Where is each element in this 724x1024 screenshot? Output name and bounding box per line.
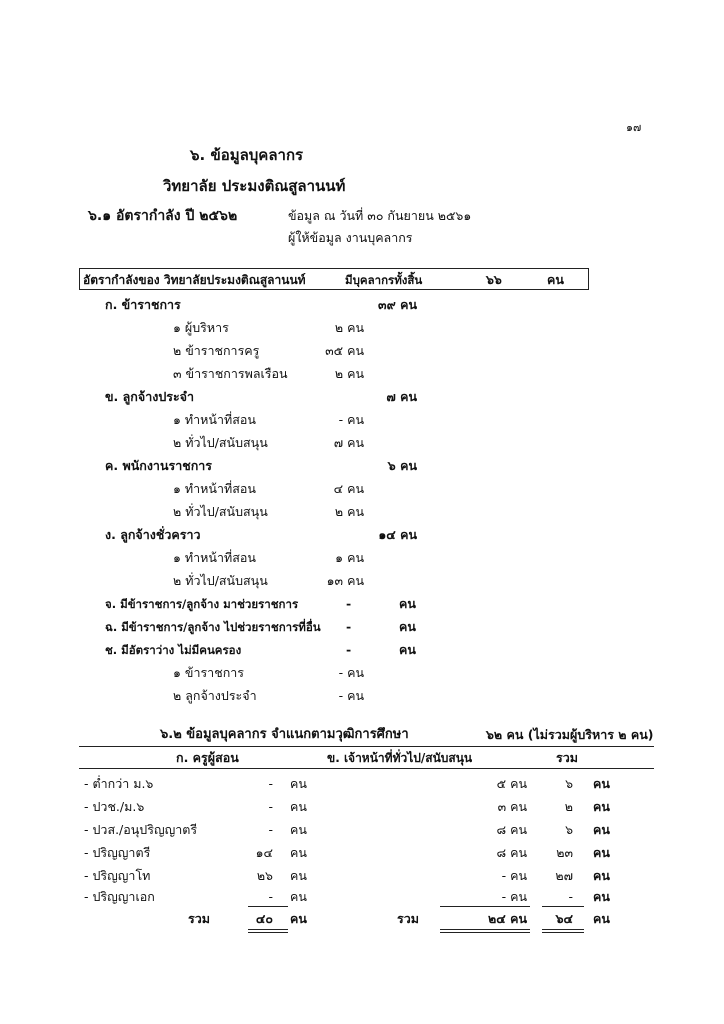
extra-row-label: ฉ. มีข้าราชการ/ลูกจ้าง ไปช่วยราชการที่อื่น bbox=[105, 620, 321, 634]
edu-row-teachers: ๑๔ bbox=[255, 845, 273, 860]
group-label: ง. ลูกจ้างชั่วคราว bbox=[105, 527, 201, 542]
edu-row-teachers: - bbox=[268, 889, 273, 904]
extra-row-unit: คน bbox=[399, 596, 416, 611]
teachers-double-rule-1 bbox=[248, 929, 288, 930]
edu-row-unit: คน bbox=[593, 845, 610, 860]
edu-row-total: ๒๗ bbox=[555, 868, 573, 883]
vacancy-item-value: - คน bbox=[338, 665, 364, 680]
edu-row-total: ๖ bbox=[565, 822, 573, 837]
edu-row-unit: คน bbox=[593, 799, 610, 814]
group-label: ค. พนักงานราชการ bbox=[105, 458, 213, 473]
edu-row-label: - ปวส./อนุปริญญาตรี bbox=[84, 822, 198, 837]
group-item-value: ๒ คน bbox=[334, 320, 364, 335]
summary-label: อัตรากำลังของ วิทยาลัยประมงติณสูลานนท์ bbox=[83, 273, 306, 287]
group-item-label: ๒ ทั่วไป/สนับสนุน bbox=[173, 573, 268, 588]
vacancy-item-label: ๑ ข้าราชการ bbox=[173, 665, 244, 680]
edu-row-label: - ต่ำกว่า ม.๖ bbox=[84, 776, 154, 791]
edu-row-teachers-unit: คน bbox=[290, 845, 307, 860]
sum-total: ๖๔ bbox=[555, 911, 573, 926]
group-item-label: ๒ ทั่วไป/สนับสนุน bbox=[173, 504, 268, 519]
total-sum-rule bbox=[542, 906, 584, 907]
summary-total-label: มีบุคลากรทั้งสิ้น bbox=[345, 273, 423, 287]
teachers-sum-rule bbox=[248, 906, 288, 907]
summary-total-value: ๖๖ bbox=[486, 272, 502, 287]
page-heading: ๖. ข้อมูลบุคลากร bbox=[190, 146, 304, 164]
extra-row-unit: คน bbox=[399, 619, 416, 634]
sum-unit: คน bbox=[593, 911, 610, 926]
edu-row-unit: คน bbox=[593, 776, 610, 791]
edu-row-support: - คน bbox=[501, 889, 527, 904]
col-header-support: ข. เจ้าหน้าที่ทั่วไป/สนับสนุน bbox=[327, 751, 473, 765]
edu-row-total: - bbox=[568, 889, 573, 904]
edu-row-teachers-unit: คน bbox=[290, 868, 307, 883]
group-label: ก. ข้าราชการ bbox=[105, 297, 181, 312]
group-item-value: ๒ คน bbox=[334, 504, 364, 519]
extra-row-unit: คน bbox=[399, 642, 416, 657]
support-double-rule-2 bbox=[440, 932, 530, 933]
edu-row-total: ๒ bbox=[564, 799, 573, 814]
sum-teachers: ๔๐ bbox=[255, 911, 273, 926]
group-total: ๓๙ คน bbox=[378, 297, 417, 312]
edu-row-teachers: - bbox=[268, 822, 273, 837]
edu-row-unit: คน bbox=[593, 868, 610, 883]
data-as-of: ข้อมูล ณ วันที่ ๓๐ กันยายน ๒๕๖๑ bbox=[288, 208, 472, 223]
support-sum-rule bbox=[440, 906, 530, 907]
extra-row-dash: - bbox=[346, 596, 352, 611]
section-6-2-title: ๖.๒ ข้อมูลบุคลากร จำแนกตามวุฒิการศึกษา bbox=[160, 727, 409, 742]
group-total: ๑๔ คน bbox=[378, 527, 417, 542]
vacancy-item-label: ๒ ลูกจ้างประจำ bbox=[173, 688, 257, 703]
group-item-label: ๓ ข้าราชการพลเรือน bbox=[173, 366, 288, 381]
summary-unit: คน bbox=[547, 272, 564, 287]
college-title: วิทยาลัย ประมงติณสูลานนท์ bbox=[163, 177, 346, 195]
data-provider: ผู้ให้ข้อมูล งานบุคลากร bbox=[288, 230, 413, 245]
group-label: ข. ลูกจ้างประจำ bbox=[105, 389, 195, 404]
edu-row-label: - ปวช./ม.๖ bbox=[84, 799, 145, 814]
extra-row-dash: - bbox=[346, 619, 352, 634]
teachers-double-rule-2 bbox=[248, 932, 288, 933]
group-item-value: ๒ คน bbox=[334, 366, 364, 381]
group-total: ๖ คน bbox=[387, 458, 417, 473]
edu-row-teachers-unit: คน bbox=[290, 776, 307, 791]
edu-row-label: - ปริญญาเอก bbox=[84, 889, 155, 904]
group-item-value: ๑๓ คน bbox=[326, 573, 364, 588]
group-item-value: ๑ คน bbox=[335, 550, 364, 565]
extra-row-label: ช. มีอัตราว่าง ไม่มีคนครอง bbox=[105, 643, 242, 657]
edu-row-teachers-unit: คน bbox=[290, 822, 307, 837]
edu-row-support: ๓ คน bbox=[497, 799, 527, 814]
group-item-label: ๒ ทั่วไป/สนับสนุน bbox=[173, 435, 268, 450]
edu-row-unit: คน bbox=[593, 889, 610, 904]
edu-row-total: ๒๓ bbox=[556, 845, 573, 860]
header-top-rule bbox=[79, 746, 654, 747]
edu-row-teachers: - bbox=[268, 776, 273, 791]
support-double-rule-1 bbox=[440, 929, 530, 930]
group-item-value: ๗ คน bbox=[333, 435, 364, 450]
edu-row-teachers: - bbox=[268, 799, 273, 814]
edu-row-label: - ปริญญาโท bbox=[84, 868, 151, 883]
edu-row-support: ๘ คน bbox=[496, 845, 527, 860]
vacancy-item-value: - คน bbox=[338, 688, 364, 703]
col-header-teachers: ก. ครูผู้สอน bbox=[176, 750, 239, 765]
group-item-value: ๔ คน bbox=[333, 481, 364, 496]
edu-row-unit: คน bbox=[593, 822, 610, 837]
edu-row-label: - ปริญญาตรี bbox=[84, 845, 151, 860]
edu-row-support: ๕ คน bbox=[496, 776, 527, 791]
group-item-label: ๑ ทำหน้าที่สอน bbox=[173, 412, 256, 427]
group-item-value: ๓๕ คน bbox=[325, 343, 364, 358]
edu-row-support: ๘ คน bbox=[496, 822, 527, 837]
group-item-value: - คน bbox=[338, 412, 364, 427]
edu-row-total: ๖ bbox=[565, 776, 573, 791]
header-bottom-rule bbox=[79, 768, 654, 769]
total-double-rule-1 bbox=[542, 929, 584, 930]
sum-label: รวม bbox=[188, 911, 210, 926]
sum-support: ๒๔ คน bbox=[488, 911, 527, 926]
group-item-label: ๑ ผู้บริหาร bbox=[173, 320, 229, 335]
extra-row-dash: - bbox=[346, 642, 352, 657]
edu-row-teachers: ๒๖ bbox=[256, 868, 273, 883]
group-item-label: ๑ ทำหน้าที่สอน bbox=[173, 481, 256, 496]
edu-row-teachers-unit: คน bbox=[290, 799, 307, 814]
page-number: ๑๗ bbox=[626, 121, 642, 134]
group-total: ๗ คน bbox=[386, 389, 417, 404]
section-6-1-title: ๖.๑ อัตรากำลัง ปี ๒๕๖๒ bbox=[88, 208, 238, 224]
edu-row-support: - คน bbox=[501, 868, 527, 883]
col-header-total: รวม bbox=[556, 750, 578, 765]
edu-row-teachers-unit: คน bbox=[290, 889, 307, 904]
extra-row-label: จ. มีข้าราชการ/ลูกจ้าง มาช่วยราชการ bbox=[105, 597, 299, 611]
total-double-rule-2 bbox=[542, 932, 584, 933]
group-item-label: ๒ ข้าราชการครู bbox=[173, 343, 260, 358]
section-6-2-total-note: ๖๒ คน (ไม่รวมผู้บริหาร ๒ คน) bbox=[486, 727, 654, 742]
sum-teachers-unit: คน bbox=[290, 911, 307, 926]
sum-label-2: รวม bbox=[397, 911, 419, 926]
group-item-label: ๑ ทำหน้าที่สอน bbox=[173, 550, 256, 565]
